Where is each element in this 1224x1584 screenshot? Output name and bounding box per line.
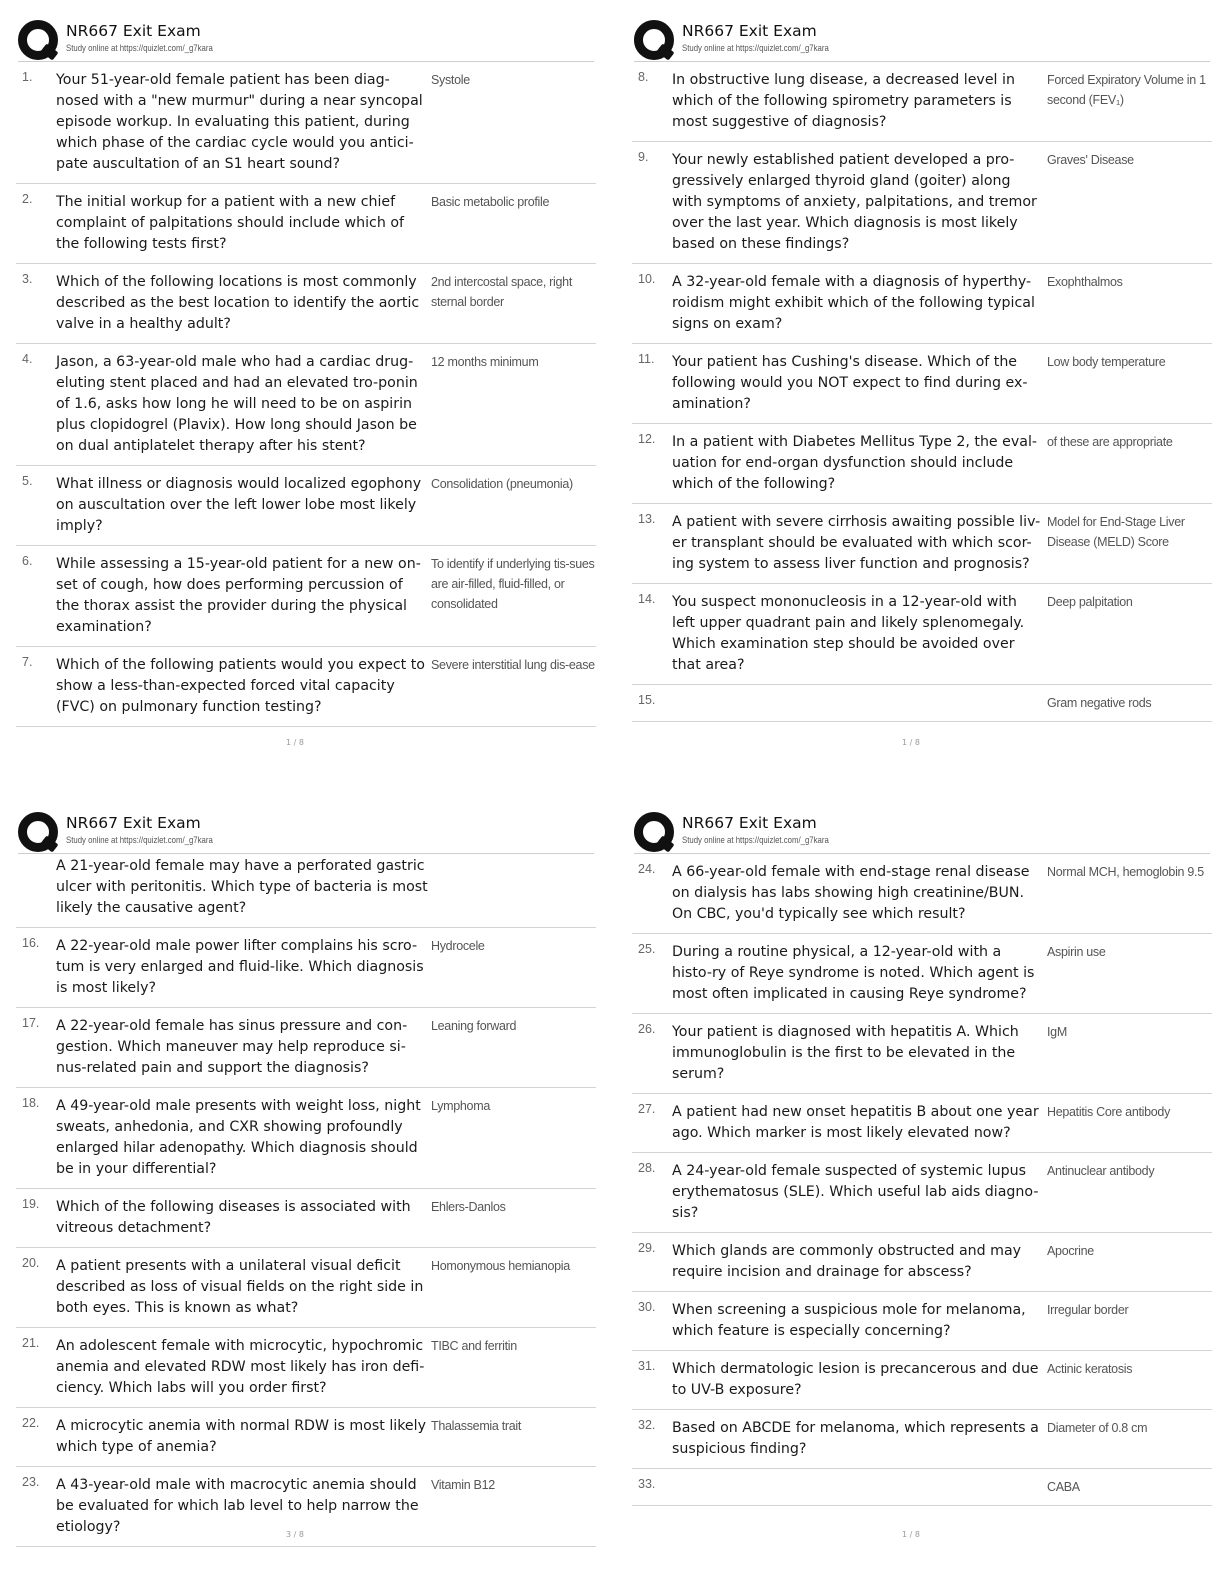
card-answer: Thalassemia trait <box>431 1419 522 1433</box>
card-row <box>16 1088 596 1189</box>
study-link[interactable]: Study online at https://quizlet.com/_g7kara <box>66 43 213 54</box>
exam-title: NR667 Exit Exam <box>66 22 201 40</box>
page-header <box>16 810 596 854</box>
card-number: 11. <box>638 352 655 366</box>
card-question: Your newly established patient developed a pro-gressively enlarged thyroid gland (goiter) along with symptoms of anxiety, palpitations, and tremor over the last year. Which diagnosis is most likely based on these findings? <box>672 152 1037 252</box>
card-number: 27. <box>638 1102 656 1116</box>
page-header <box>632 810 1212 854</box>
card-number: 13. <box>638 512 656 526</box>
card-number: 15. <box>638 693 656 707</box>
card-number: 28. <box>638 1161 656 1175</box>
card-question: A patient presents with a unilateral visual deficit described as loss of visual fields on the right side in both eyes. This is known as what? <box>56 1258 424 1316</box>
card-answer: To identify if underlying tis-sues are air-filled, fluid-filled, or consolidated <box>431 557 595 611</box>
page-header <box>16 18 596 62</box>
card-number: 23. <box>22 1475 40 1489</box>
card-question: A 24-year-old female suspected of systemic lupus erythematosus (SLE). Which useful lab aids diagno-sis? <box>672 1163 1039 1221</box>
card-number: 7. <box>22 655 33 669</box>
card-number: 2. <box>22 192 33 206</box>
card-row <box>632 584 1212 685</box>
card-answer: Antinuclear antibody <box>1047 1164 1155 1178</box>
card-list <box>16 854 596 1547</box>
exam-title: NR667 Exit Exam <box>66 814 201 832</box>
card-number: 9. <box>638 150 649 164</box>
card-answer: of these are appropriate <box>1047 435 1173 449</box>
card-row <box>16 1248 596 1328</box>
card-answer: Forced Expiratory Volume in 1 second (FEV₁) <box>1047 73 1206 107</box>
card-number: 21. <box>22 1336 40 1350</box>
card-answer: 2nd intercostal space, right sternal border <box>431 275 572 309</box>
card-list <box>632 62 1212 722</box>
card-answer: TIBC and ferritin <box>431 1339 517 1353</box>
header-divider <box>634 61 1210 62</box>
card-number: 8. <box>638 70 649 84</box>
card-question: A microcytic anemia with normal RDW is most likely which type of anemia? <box>56 1418 426 1455</box>
card-row <box>632 142 1212 264</box>
document-page <box>16 810 596 1547</box>
exam-title: NR667 Exit Exam <box>682 22 817 40</box>
card-row <box>632 685 1212 722</box>
card-answer: Exophthalmos <box>1047 275 1123 289</box>
card-row <box>632 1153 1212 1233</box>
card-answer: Consolidation (pneumonia) <box>431 477 573 491</box>
card-answer: 12 months minimum <box>431 355 539 369</box>
card-answer: Lymphoma <box>431 1099 490 1113</box>
card-row <box>632 854 1212 934</box>
card-answer: Diameter of 0.8 cm <box>1047 1421 1148 1435</box>
document-page <box>632 810 1212 1539</box>
card-question: The initial workup for a patient with a new chief complaint of palpitations should include which of the following tests first? <box>56 194 404 252</box>
quizlet-logo-icon <box>18 20 58 60</box>
card-answer: Model for End-Stage Liver Disease (MELD) Score <box>1047 515 1185 549</box>
card-row <box>16 1328 596 1408</box>
card-question: Which dermatologic lesion is precancerous and due to UV-B exposure? <box>672 1361 1039 1398</box>
card-row <box>16 1467 596 1547</box>
card-answer: Severe interstitial lung dis-ease <box>431 658 595 672</box>
page-number: 1 / 8 <box>286 738 304 747</box>
card-row <box>16 1408 596 1467</box>
card-row <box>632 1014 1212 1094</box>
card-row <box>632 1469 1212 1506</box>
quizlet-logo-icon <box>18 812 58 852</box>
card-number: 33. <box>638 1477 656 1491</box>
card-question: A 49-year-old male presents with weight loss, night sweats, anhedonia, and CXR showing profoundly enlarged hilar adenopathy. Which diagnosis should be in your differential? <box>56 1098 421 1177</box>
card-row <box>16 62 596 184</box>
card-number: 19. <box>22 1197 40 1211</box>
card-row <box>632 1410 1212 1469</box>
card-number: 10. <box>638 272 656 286</box>
card-row <box>632 1351 1212 1410</box>
header-divider <box>634 853 1210 854</box>
card-question: Your 51-year-old female patient has been diag-nosed with a "new murmur" during a near syncopal episode workup. In evaluating this patient, during which phase of the cardiac cycle would you antici-pate auscultation of an S1 heart sound? <box>56 72 423 172</box>
card-row <box>16 546 596 647</box>
card-answer: Actinic keratosis <box>1047 1362 1133 1376</box>
card-answer: Normal MCH, hemoglobin 9.5 <box>1047 865 1204 879</box>
card-number: 32. <box>638 1418 656 1432</box>
card-row <box>632 344 1212 424</box>
card-question: A 22-year-old male power lifter complains his scro-tum is very enlarged and fluid-like. Which diagnosis is most likely? <box>56 938 424 996</box>
card-answer <box>428 856 596 919</box>
card-answer: Basic metabolic profile <box>431 195 550 209</box>
card-question: A patient with severe cirrhosis awaiting possible liv-er transplant should be evaluated with which scor-ing system to assess liver function and prognosis? <box>672 514 1041 572</box>
card-question: Your patient is diagnosed with hepatitis A. Which immunoglobulin is the first to be elevated in the serum? <box>672 1024 1019 1082</box>
card-row <box>632 934 1212 1014</box>
card-row <box>16 344 596 466</box>
card-question <box>672 1477 1044 1497</box>
card-row <box>632 1233 1212 1292</box>
card-answer: Hydrocele <box>431 939 485 953</box>
study-link[interactable]: Study online at https://quizlet.com/_g7kara <box>66 835 213 846</box>
card-answer: Apocrine <box>1047 1244 1094 1258</box>
card-number: 17. <box>22 1016 40 1030</box>
card-row <box>16 647 596 727</box>
card-question: When screening a suspicious mole for melanoma, which feature is especially concerning? <box>672 1302 1026 1339</box>
card-row <box>16 1008 596 1088</box>
card-question: A 66-year-old female with end-stage renal disease on dialysis has labs showing high creatinine/BUN. On CBC, you'd typically see which result? <box>672 864 1030 922</box>
card-answer: Graves' Disease <box>1047 153 1134 167</box>
card-number: 1. <box>22 70 33 84</box>
document-page <box>16 18 596 747</box>
card-question: What illness or diagnosis would localized egophony on auscultation over the left lower lobe most likely imply? <box>56 476 422 534</box>
card-number: 25. <box>638 942 656 956</box>
card-question: Which of the following patients would you expect to show a less-than-expected forced vital capacity (FVC) on pulmonary function testing? <box>56 657 425 715</box>
card-row <box>632 264 1212 344</box>
card-answer: Gram negative rods <box>1047 696 1152 710</box>
card-answer: CABA <box>1047 1480 1080 1494</box>
card-answer: Aspirin use <box>1047 945 1106 959</box>
card-number <box>16 856 56 919</box>
card-question: In obstructive lung disease, a decreased level in which of the following spirometry parameters is most suggestive of diagnosis? <box>672 72 1015 130</box>
card-answer: Leaning forward <box>431 1019 517 1033</box>
card-question: A 21-year-old female may have a perforated gastric ulcer with peritonitis. Which type of bacteria is most likely the causative agent? <box>56 858 428 916</box>
card-question: Jason, a 63-year-old male who had a cardiac drug-eluting stent placed and had an elevated tro-ponin of 1.6, asks how long he will need to be on aspirin plus clopidogrel (Plavix). How long should Jason be on dual antiplatelet therapy after his stent? <box>56 354 418 454</box>
quizlet-logo-icon <box>634 20 674 60</box>
header-divider <box>18 61 594 62</box>
card-row <box>632 62 1212 142</box>
card-number: 20. <box>22 1256 40 1270</box>
page-number: 1 / 8 <box>902 1530 920 1539</box>
card-number: 4. <box>22 352 33 366</box>
exam-title: NR667 Exit Exam <box>682 814 817 832</box>
page-number: 1 / 8 <box>902 738 920 747</box>
card-number: 5. <box>22 474 33 488</box>
card-row <box>16 928 596 1008</box>
card-question: A patient had new onset hepatitis B about one year ago. Which marker is most likely elevated now? <box>672 1104 1039 1141</box>
header-divider <box>18 853 594 854</box>
study-link[interactable]: Study online at https://quizlet.com/_g7kara <box>682 43 829 54</box>
card-answer: Hepatitis Core antibody <box>1047 1105 1171 1119</box>
card-question: Your patient has Cushing's disease. Which of the following would you NOT expect to find during ex-amination? <box>672 354 1028 412</box>
page-header <box>632 18 1212 62</box>
card-number: 14. <box>638 592 656 606</box>
card-answer: Homonymous hemianopia <box>431 1259 570 1273</box>
card-question: While assessing a 15-year-old patient for a new on-set of cough, how does performing percussion of the thorax assist the provider during the physical examination? <box>56 556 421 635</box>
card-question: Based on ABCDE for melanoma, which represents a suspicious finding? <box>672 1420 1039 1457</box>
card-number: 22. <box>22 1416 40 1430</box>
card-answer: Ehlers-Danlos <box>431 1200 506 1214</box>
card-question: During a routine physical, a 12-year-old with a histo-ry of Reye syndrome is noted. Which agent is most often implicated in causing Reye syndrome? <box>672 944 1035 1002</box>
card-question: A 43-year-old male with macrocytic anemia should be evaluated for which lab level to help narrow the etiology? <box>56 1477 419 1535</box>
card-row <box>632 1292 1212 1351</box>
card-question: An adolescent female with microcytic, hypochromic anemia and elevated RDW most likely has iron defi-ciency. Which labs will you order first? <box>56 1338 425 1396</box>
card-number: 24. <box>638 862 656 876</box>
card-question: Which of the following locations is most commonly described as the best location to identify the aortic valve in a healthy adult? <box>56 274 420 332</box>
card-list <box>632 854 1212 1506</box>
card-question: In a patient with Diabetes Mellitus Type 2, the eval-uation for end-organ dysfunction should include which of the following? <box>672 434 1038 492</box>
card-answer: Deep palpitation <box>1047 595 1133 609</box>
quizlet-logo-icon <box>634 812 674 852</box>
card-row <box>16 854 596 928</box>
card-number: 6. <box>22 554 33 568</box>
card-number: 30. <box>638 1300 656 1314</box>
card-row <box>16 1189 596 1248</box>
card-row <box>16 264 596 344</box>
study-link[interactable]: Study online at https://quizlet.com/_g7kara <box>682 835 829 846</box>
card-question: Which glands are commonly obstructed and may require incision and drainage for abscess? <box>672 1243 1022 1280</box>
card-question: A 22-year-old female has sinus pressure and con-gestion. Which maneuver may help reproduce si-nus-related pain and support the diagnosis? <box>56 1018 408 1076</box>
page-number: 3 / 8 <box>286 1530 304 1539</box>
card-question: Which of the following diseases is associated with vitreous detachment? <box>56 1199 411 1236</box>
card-number: 18. <box>22 1096 40 1110</box>
document-page <box>632 18 1212 747</box>
card-number: 26. <box>638 1022 656 1036</box>
card-row <box>16 466 596 546</box>
card-answer: Irregular border <box>1047 1303 1129 1317</box>
card-list <box>16 62 596 727</box>
card-question: A 32-year-old female with a diagnosis of hyperthy-roidism might exhibit which of the following typical signs on exam? <box>672 274 1035 332</box>
card-question <box>672 693 1044 713</box>
card-row <box>632 1094 1212 1153</box>
card-row <box>632 504 1212 584</box>
card-answer: IgM <box>1047 1025 1067 1039</box>
card-answer: Vitamin B12 <box>431 1478 495 1492</box>
card-row <box>16 184 596 264</box>
card-number: 16. <box>22 936 40 950</box>
card-number: 12. <box>638 432 656 446</box>
card-question: You suspect mononucleosis in a 12-year-old with left upper quadrant pain and likely splenomegaly. Which examination step should be avoided over that area? <box>672 594 1025 673</box>
card-row <box>632 424 1212 504</box>
card-answer: Systole <box>431 73 470 87</box>
card-number: 31. <box>638 1359 656 1373</box>
card-number: 3. <box>22 272 33 286</box>
card-answer: Low body temperature <box>1047 355 1166 369</box>
card-number: 29. <box>638 1241 656 1255</box>
